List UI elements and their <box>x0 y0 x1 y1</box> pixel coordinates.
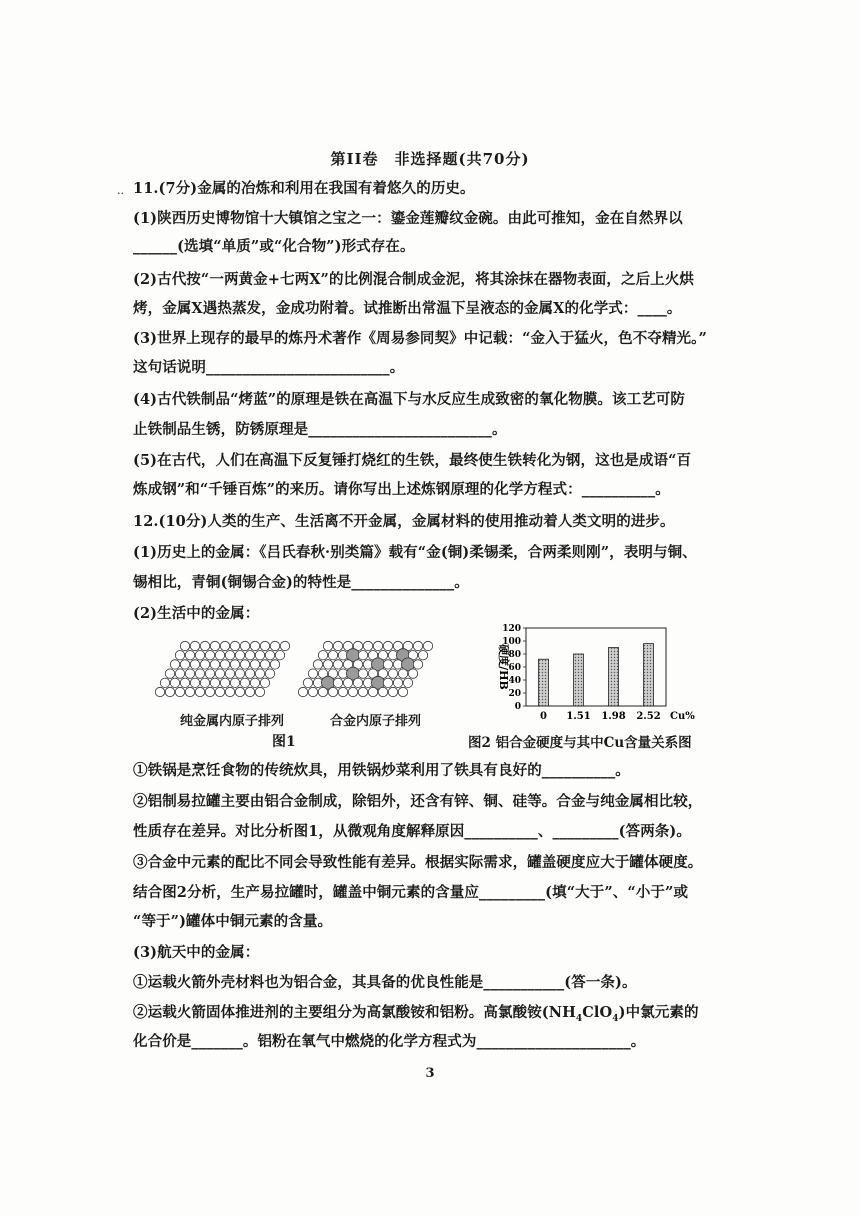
q12-stem: 12.(10分)人类的生产、生活离不开金属，金属材料的使用推动着人类文明的进步。 <box>133 513 675 530</box>
metal-atom <box>343 678 352 687</box>
metal-atom <box>308 669 317 678</box>
metal-atom <box>170 678 179 687</box>
metal-atom <box>245 669 254 678</box>
q11-part3-line2: 这句话说明_________________________。 <box>133 359 405 376</box>
metal-atom <box>210 641 219 650</box>
q12-sub3-line2: 结合图2分析，生产易拉罐时，罐盖中铜元素的含量应_________(填“大于”、“小于”或 <box>133 884 689 901</box>
metal-atom <box>250 641 259 650</box>
metal-atom <box>215 651 224 660</box>
q11-part2-line2: 烤，金属X遇热蒸发，金成功附着。试推断出常温下呈液态的金属X的化学式：____。 <box>133 300 682 317</box>
pen-mark: .. <box>117 184 124 197</box>
metal-atom <box>368 687 377 696</box>
metal-atom <box>200 641 209 650</box>
metal-atom <box>230 678 239 687</box>
metal-atom <box>180 678 189 687</box>
q12-part2-heading: (2)生活中的金属： <box>133 605 260 622</box>
metal-atom <box>235 669 244 678</box>
metal-atom <box>358 687 367 696</box>
metal-atom <box>190 641 199 650</box>
metal-atom <box>225 687 234 696</box>
metal-atom <box>240 678 249 687</box>
metal-atom <box>308 687 317 696</box>
metal-atom <box>250 660 259 669</box>
metal-atom <box>408 669 417 678</box>
metal-atom <box>200 678 209 687</box>
metal-atom <box>215 669 224 678</box>
figure1-label: 图1 <box>272 734 296 750</box>
metal-atom <box>205 687 214 696</box>
metal-atom <box>260 641 269 650</box>
metal-atom <box>303 678 312 687</box>
metal-atom <box>255 651 264 660</box>
metal-atom <box>328 651 337 660</box>
q12-part1-line2: 锡相比，青铜(铜锡合金)的特性是______________。 <box>133 574 469 591</box>
figure1-caption-alloy: 合金内原子排列 <box>330 714 422 729</box>
q11-part1-line2: ______(选填“单质”或“化合物”)形式存在。 <box>133 238 415 255</box>
bar-2.52 <box>644 644 654 706</box>
bar-1.98 <box>609 648 619 707</box>
metal-atom <box>185 669 194 678</box>
metal-atom <box>358 669 367 678</box>
metal-atom <box>220 641 229 650</box>
metal-atom <box>195 687 204 696</box>
page-number: 3 <box>425 1066 435 1081</box>
metal-atom <box>358 651 367 660</box>
metal-atom <box>373 641 382 650</box>
metal-atom <box>313 660 322 669</box>
metal-atom <box>205 669 214 678</box>
metal-atom <box>413 660 422 669</box>
figure1-caption-pure: 纯金属内原子排列 <box>180 714 285 729</box>
x-tick-label: 0 <box>540 711 547 722</box>
metal-atom <box>318 687 327 696</box>
metal-atom <box>210 678 219 687</box>
x-tick-label: 1.98 <box>601 711 626 722</box>
metal-atom <box>255 669 264 678</box>
metal-atom <box>235 687 244 696</box>
t2-sub-4b: 4 <box>612 1013 619 1024</box>
y-tick-label: 80 <box>508 650 521 660</box>
t2-text-mid: ClO <box>582 1004 613 1021</box>
y-tick-label: 20 <box>508 689 521 699</box>
y-tick-label: 100 <box>502 637 521 647</box>
metal-atom <box>175 687 184 696</box>
q11-part4-line2: 止铁制品生锈，防锈原理是_________________________。 <box>133 421 507 438</box>
q11-part5-line1: (5)在古代，人们在高温下反复锤打烧红的生铁，最终使生铁转化为钢，这也是成语“百 <box>133 452 692 469</box>
figure1-atom-diagram <box>150 640 450 710</box>
metal-atom <box>333 660 342 669</box>
y-tick-label: 40 <box>508 676 521 686</box>
metal-atom <box>398 669 407 678</box>
metal-atom <box>195 669 204 678</box>
metal-atom <box>255 687 264 696</box>
metal-atom <box>260 660 269 669</box>
metal-atom <box>225 651 234 660</box>
metal-atom <box>403 678 412 687</box>
y-tick-label: 0 <box>514 702 521 712</box>
x-tick-label: 1.51 <box>566 711 591 722</box>
metal-atom <box>423 641 432 650</box>
metal-atom <box>215 687 224 696</box>
q12-sub2-line1: ②铝制易拉罐主要由铝合金制成，除铝外，还含有锌、铜、硅等。合金与纯金属相比较， <box>133 793 703 810</box>
metal-atom <box>195 651 204 660</box>
metal-atom <box>333 678 342 687</box>
metal-atom <box>388 687 397 696</box>
metal-atom <box>323 641 332 650</box>
q12-part3-sub2-line1 <box>133 1003 733 1029</box>
bar-1.51 <box>574 654 584 706</box>
t2-sub-4a: 4 <box>575 1013 583 1024</box>
figure2-label: 图2 铝合金硬度与其中Cu含量关系图 <box>468 735 692 751</box>
metal-atom <box>210 660 219 669</box>
metal-atom <box>348 687 357 696</box>
q11-part1-line1: (1)陕西历史博物馆十大镇馆之宝之一：鎏金莲瓣纹金碗。由此可推知，金在自然界以 <box>133 210 683 227</box>
metal-atom <box>418 651 427 660</box>
y-axis-label: 硬度/HB <box>497 644 510 690</box>
metal-atom <box>383 678 392 687</box>
metal-atom <box>200 660 209 669</box>
metal-atom <box>185 687 194 696</box>
q12-sub2-line2: 性质存在差异。对比分析图1，从微观角度解释原因__________、_________(答两条)。 <box>133 823 691 840</box>
q12-part3-sub2-line2: 化合价是_______。铝粉在氧气中燃烧的化学方程式为_____________________。 <box>133 1033 646 1050</box>
metal-atom <box>230 641 239 650</box>
metal-atom <box>170 660 179 669</box>
metal-atom <box>205 651 214 660</box>
metal-atom <box>175 651 184 660</box>
metal-atom <box>225 669 234 678</box>
metal-atom <box>220 660 229 669</box>
metal-atom <box>230 660 239 669</box>
metal-atom <box>413 641 422 650</box>
metal-atom <box>275 651 284 660</box>
q12-sub3-line3: “等于”)罐体中铜元素的含量。 <box>133 913 333 930</box>
q11-part2-line1: (2)古代按“一两黄金+七两X”的比例混合制成金泥，将其涂抹在器物表面，之后上火烘 <box>133 271 694 288</box>
metal-atom <box>265 669 274 678</box>
metal-atom <box>185 651 194 660</box>
metal-atom <box>280 641 289 650</box>
metal-atom <box>180 641 189 650</box>
q12-part3-sub1: ①运载火箭外壳材料也为铝合金，其具备的优良性能是___________(答一条)。 <box>133 974 637 991</box>
metal-atom <box>175 669 184 678</box>
metal-atom <box>180 660 189 669</box>
metal-atom <box>378 687 387 696</box>
q12-sub3-line1: ③合金中元素的配比不同会导致性能有差异。根据实际需求，罐盖硬度应大于罐体硬度。 <box>133 854 703 871</box>
metal-atom <box>265 651 274 660</box>
alloy-grid <box>298 641 432 696</box>
metal-atom <box>190 660 199 669</box>
metal-atom <box>220 678 229 687</box>
metal-atom <box>245 687 254 696</box>
t2-text-end: )中氯元素的 <box>618 1004 699 1021</box>
section-title: 第II卷 非选择题(共70分) <box>330 150 530 168</box>
q12-part1-line1: (1)历史上的金属：《吕氏春秋·别类篇》载有“金(铜)柔锡柔，合两柔则刚”，表明与铜、 <box>133 544 697 561</box>
metal-atom <box>328 687 337 696</box>
metal-atom <box>270 660 279 669</box>
q12-sub1: ①铁锅是烹饪食物的传统炊具，用铁锅炒菜利用了铁具有良好的__________。 <box>133 762 630 779</box>
q11-part4-line1: (4)古代铁制品“烤蓝”的原理是铁在高温下与水反应生成致密的氧化物膜。该工艺可防 <box>133 391 685 408</box>
metal-atom <box>160 678 169 687</box>
metal-atom <box>398 687 407 696</box>
metal-atom <box>323 660 332 669</box>
metal-atom <box>393 678 402 687</box>
t2-text-a: ②运载火箭固体推进剂的主要组分为高氯酸铵和铝粉。高氯酸铵(NH <box>133 1004 576 1021</box>
q12-part3-heading: (3)航天中的金属： <box>133 944 260 961</box>
metal-atom <box>383 660 392 669</box>
q11-part5-line2: 炼成钢”和“千锤百炼”的来历。请你写出上述炼钢原理的化学方程式：__________。 <box>133 481 670 498</box>
metal-atom <box>260 678 269 687</box>
metal-atom <box>270 641 279 650</box>
pure-metal-grid <box>155 641 289 696</box>
q11-part3-line1: (3)世界上现存的最早的炼丹术著作《周易参同契》中记载：“金入于猛火，色不夺精光。” <box>133 330 707 347</box>
metal-atom <box>338 687 347 696</box>
metal-atom <box>165 687 174 696</box>
x-axis-label: Cu% <box>670 711 695 722</box>
metal-atom <box>353 678 362 687</box>
metal-atom <box>190 678 199 687</box>
metal-atom <box>165 669 174 678</box>
metal-atom <box>250 678 259 687</box>
metal-atom <box>363 641 372 650</box>
figure2-bar-chart <box>478 620 728 726</box>
x-tick-label: 2.52 <box>636 711 661 722</box>
metal-atom <box>235 651 244 660</box>
metal-atom <box>155 687 164 696</box>
metal-atom <box>240 641 249 650</box>
metal-atom <box>383 641 392 650</box>
y-tick-label: 120 <box>502 624 521 634</box>
bar-0 <box>539 659 549 706</box>
metal-atom <box>318 651 327 660</box>
q11-stem: 11.(7分)金属的冶炼和利用在我国有着悠久的历史。 <box>133 180 475 197</box>
y-tick-label: 60 <box>508 663 521 673</box>
metal-atom <box>240 660 249 669</box>
metal-atom <box>298 687 307 696</box>
metal-atom <box>333 641 342 650</box>
metal-atom <box>388 669 397 678</box>
metal-atom <box>245 651 254 660</box>
